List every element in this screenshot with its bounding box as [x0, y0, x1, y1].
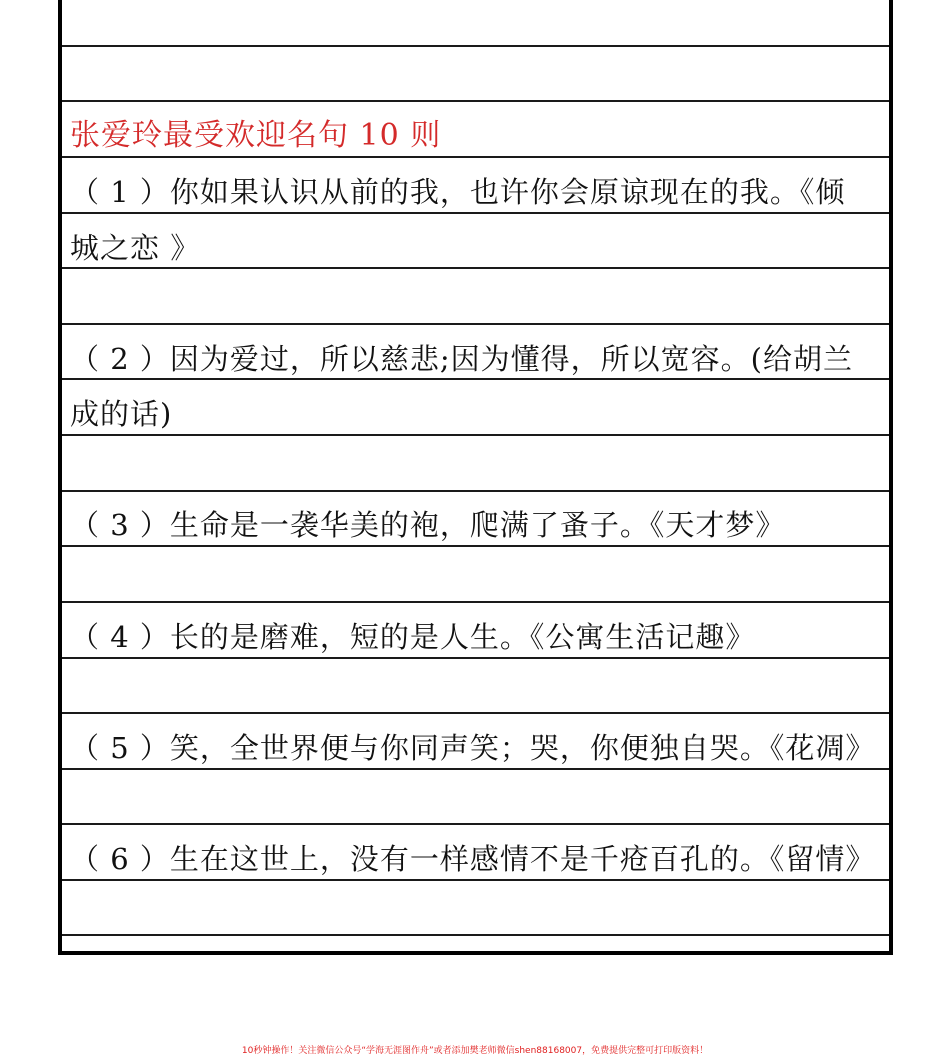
ruled-line	[62, 712, 889, 714]
ruled-line	[62, 323, 889, 325]
ruled-line	[62, 768, 889, 770]
quote-2-line-2: 成的话)	[70, 397, 173, 431]
quote-6: （ 6 ）生在这世上，没有一样感情不是千疮百孔的。《留情》	[70, 842, 876, 876]
ruled-line	[62, 212, 889, 214]
ruled-line	[62, 490, 889, 492]
ruled-paper	[58, 0, 893, 955]
quote-1-line-1: （ 1 ）你如果认识从前的我，也许你会原谅现在的我。《倾	[70, 175, 846, 209]
quote-3: （ 3 ）生命是一袭华美的袍，爬满了蚤子。《天才梦》	[70, 508, 786, 542]
ruled-line	[62, 545, 889, 547]
ruled-line	[62, 657, 889, 659]
footer-notice: 10秒钟操作！关注微信公众号“学海无涯图作舟”或者添加樊老师微信shen88168007，免费提供完整可打印版资料！	[241, 1046, 709, 1056]
ruled-line	[62, 100, 889, 102]
ruled-line	[62, 434, 889, 436]
ruled-line	[62, 156, 889, 158]
ruled-line	[62, 45, 889, 47]
quote-1-line-2: 城之恋 》	[70, 231, 201, 265]
quote-2-line-1: （ 2 ）因为爱过，所以慈悲;因为懂得，所以宽容。(给胡兰	[70, 342, 853, 376]
ruled-line	[62, 934, 889, 936]
page-title: 张爱玲最受欢迎名句 10 则	[70, 118, 442, 153]
quote-4: （ 4 ）长的是磨难，短的是人生。《公寓生活记趣》	[70, 620, 756, 654]
quote-5: （ 5 ）笑，全世界便与你同声笑；哭，你便独自哭。《花凋》	[70, 731, 876, 765]
ruled-line	[62, 601, 889, 603]
ruled-line	[62, 879, 889, 881]
ruled-line	[62, 823, 889, 825]
